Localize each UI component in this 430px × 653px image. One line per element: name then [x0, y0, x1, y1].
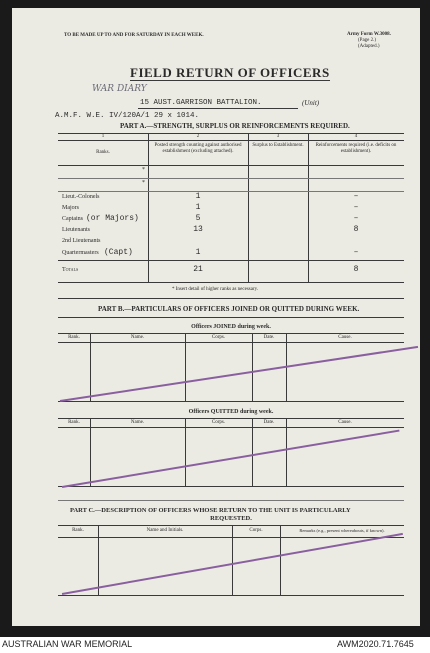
rank-lieutenants: Lieutenants [62, 227, 90, 233]
rank-captains: Captains [62, 216, 83, 222]
footer-bar [0, 637, 430, 653]
posted-majors: 1 [195, 203, 201, 212]
part-b-title: PART B.—PARTICULARS OF OFFICERS JOINED OR QUITTED DURING WEEK. [98, 305, 360, 313]
title-underline [130, 80, 330, 81]
unit-label: (Unit) [302, 99, 320, 107]
amf-reference: A.M.F. W.E. IV/120A/1 29 x 1014. [55, 112, 200, 120]
quitted-col-date: Date. [263, 420, 275, 425]
army-form-number: Army Form W.3008. [347, 32, 391, 37]
header-posted-strength: Posted strength counting against authorised establishment (excluding attached). [154, 143, 242, 154]
part-c-title-line2: REQUESTED. [210, 515, 252, 522]
joined-col-name: Name. [130, 335, 145, 340]
totals-posted: 21 [193, 265, 203, 274]
header-reinforcements: Reinforcements required (i.e. deficits on establishment). [315, 143, 397, 154]
part-a-title: PART A.—STRENGTH, SURPLUS OR REINFORCEMENTS REQUIRED. [120, 122, 350, 130]
row-2-mark: * [142, 180, 145, 186]
captains-typed-note: (or Majors) [86, 214, 139, 223]
joined-col-cause: Cause. [338, 335, 352, 340]
posted-lieutenants: 13 [193, 225, 203, 234]
handwritten-war-diary: WAR DIARY [92, 84, 147, 94]
rank-quartermasters: Quartermasters [62, 250, 99, 256]
posted-quartermasters: 1 [195, 248, 201, 257]
quitted-col-name: Name. [130, 420, 145, 425]
page-title: FIELD RETURN OF OFFICERS [130, 65, 330, 80]
unit-underline [138, 108, 298, 109]
joined-title: Officers JOINED during week. [191, 324, 271, 330]
part-c-col-corps: Corps. [249, 528, 263, 533]
part-c-col-name: Name and Initials. [146, 528, 184, 533]
joined-col-corps: Corps. [211, 335, 226, 340]
reinf-quartermasters: – [353, 248, 359, 257]
totals-label: Totals [62, 267, 79, 273]
joined-col-date: Date. [263, 335, 275, 340]
part-a-footnote: * Insert detail of higher ranks as necessary. [172, 287, 259, 292]
unit-name: 15 AUST.GARRISON BATTALION. [140, 99, 262, 107]
posted-lieut-colonels: 1 [195, 192, 201, 201]
reinf-lieut-colonels: – [353, 192, 359, 201]
reinf-lieutenants: 8 [353, 225, 359, 234]
rank-majors: Majors [62, 205, 79, 211]
posted-captains: 5 [195, 214, 201, 223]
col-number-1: 1 [101, 134, 105, 139]
page-reference: (Page 2.) [358, 38, 377, 43]
adapted-note: (Adapted.) [358, 44, 380, 49]
totals-reinf: 8 [353, 265, 359, 274]
rank-2nd-lieutenants: 2nd Lieutenants [62, 238, 101, 244]
rank-lieut-colonels: Lieut.-Colonels [62, 194, 100, 200]
reinf-captains: – [353, 214, 359, 223]
quitted-col-corps: Corps. [211, 420, 226, 425]
footer-source: AUSTRALIAN WAR MEMORIAL [2, 639, 133, 649]
quartermasters-typed-note: (Capt) [104, 248, 133, 257]
col-number-2: 2 [196, 134, 200, 139]
header-surplus: Surplus to Establishment. [252, 143, 304, 148]
header-ranks: Ranks. [96, 150, 110, 155]
quitted-title: Officers QUITTED during week. [188, 409, 274, 415]
footer-catalog-number: AWM2020.71.7645 [337, 639, 414, 649]
part-c-title-line1: PART C.—DESCRIPTION OF OFFICERS WHOSE RETURN TO THE UNIT IS PARTICULARLY [70, 507, 351, 514]
quitted-col-rank: Rank. [68, 420, 80, 425]
part-c-col-remarks: Remarks (e.g., present whereabouts, if known). [299, 528, 385, 533]
col-number-4: 4 [354, 134, 358, 139]
part-c-col-rank: Rank. [72, 528, 84, 533]
header-instruction: TO BE MADE UP TO AND FOR SATURDAY IN EACH WEEK. [64, 33, 204, 38]
reinf-majors: – [353, 203, 359, 212]
row-1-mark: * [142, 167, 145, 173]
joined-col-rank: Rank. [68, 335, 80, 340]
quitted-col-cause: Cause. [338, 420, 352, 425]
col-number-3: 3 [276, 134, 280, 139]
